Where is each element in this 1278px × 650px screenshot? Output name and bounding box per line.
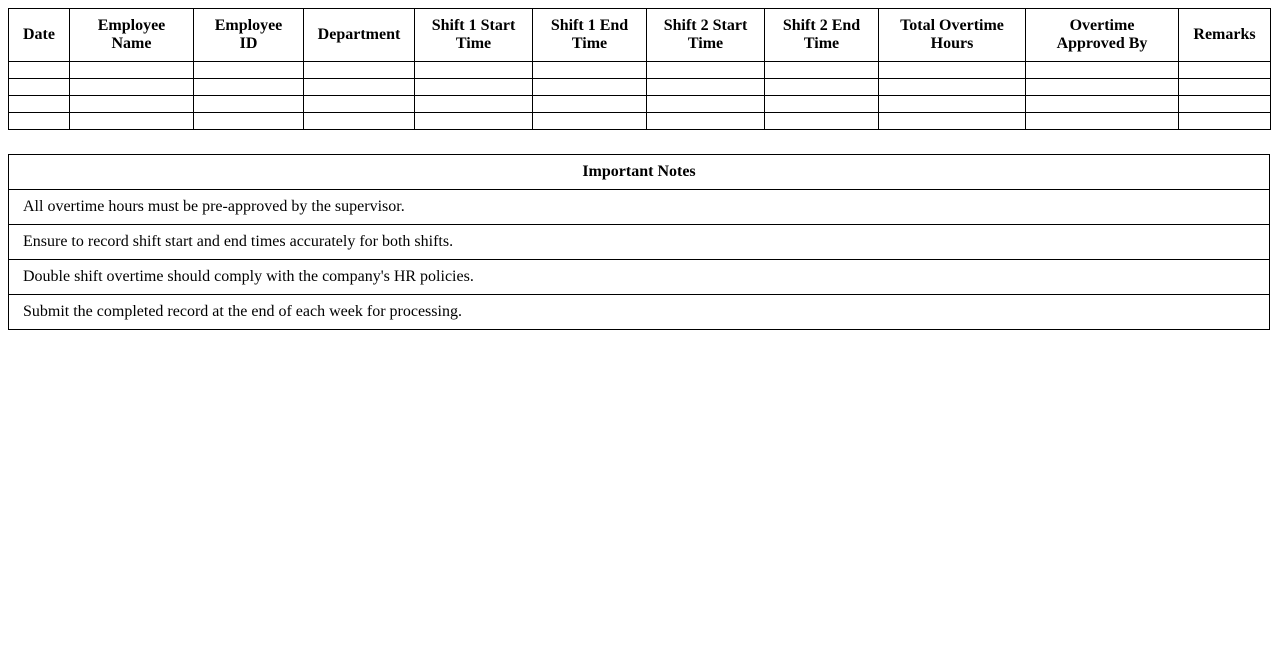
table-cell[interactable] bbox=[879, 79, 1026, 96]
table-cell[interactable] bbox=[415, 113, 533, 130]
table-cell[interactable] bbox=[1179, 96, 1271, 113]
note-row bbox=[9, 190, 1270, 225]
column-header-date: Date bbox=[9, 9, 70, 62]
table-cell[interactable] bbox=[1026, 62, 1179, 79]
table-cell[interactable] bbox=[1026, 113, 1179, 130]
table-cell[interactable] bbox=[533, 113, 647, 130]
table-cell[interactable] bbox=[304, 96, 415, 113]
table-cell[interactable] bbox=[70, 62, 194, 79]
overtime-table bbox=[8, 8, 1271, 130]
column-header-overtime-approved-by: Overtime Approved By bbox=[1026, 9, 1179, 62]
table-cell[interactable] bbox=[879, 113, 1026, 130]
table-cell[interactable] bbox=[304, 113, 415, 130]
table-cell[interactable] bbox=[765, 96, 879, 113]
table-row bbox=[9, 96, 1271, 113]
notes-header-row bbox=[9, 155, 1270, 190]
table-cell[interactable] bbox=[1026, 79, 1179, 96]
column-header-remarks: Remarks bbox=[1179, 9, 1271, 62]
table-cell[interactable] bbox=[9, 62, 70, 79]
table-cell[interactable] bbox=[647, 96, 765, 113]
note-item: Double shift overtime should comply with the company's HR policies. bbox=[9, 260, 1270, 295]
table-cell[interactable] bbox=[647, 113, 765, 130]
table-cell[interactable] bbox=[415, 96, 533, 113]
table-cell[interactable] bbox=[879, 96, 1026, 113]
column-header-employee-name: Employee Name bbox=[70, 9, 194, 62]
note-row bbox=[9, 260, 1270, 295]
table-cell[interactable] bbox=[304, 79, 415, 96]
table-cell[interactable] bbox=[70, 113, 194, 130]
note-item: Submit the completed record at the end of each week for processing. bbox=[9, 295, 1270, 330]
table-cell[interactable] bbox=[879, 62, 1026, 79]
important-notes-table bbox=[8, 154, 1270, 330]
table-row bbox=[9, 62, 1271, 79]
column-header-shift-1-start-time: Shift 1 Start Time bbox=[415, 9, 533, 62]
table-cell[interactable] bbox=[647, 79, 765, 96]
table-row bbox=[9, 113, 1271, 130]
table-cell[interactable] bbox=[533, 62, 647, 79]
table-cell[interactable] bbox=[1179, 79, 1271, 96]
table-cell[interactable] bbox=[194, 62, 304, 79]
table-row bbox=[9, 79, 1271, 96]
column-header-shift-2-start-time: Shift 2 Start Time bbox=[647, 9, 765, 62]
table-cell[interactable] bbox=[765, 79, 879, 96]
note-item: All overtime hours must be pre-approved by the supervisor. bbox=[9, 190, 1270, 225]
table-cell[interactable] bbox=[415, 62, 533, 79]
table-cell[interactable] bbox=[194, 113, 304, 130]
table-cell[interactable] bbox=[9, 79, 70, 96]
column-header-shift-2-end-time: Shift 2 End Time bbox=[765, 9, 879, 62]
table-cell[interactable] bbox=[647, 62, 765, 79]
table-cell[interactable] bbox=[194, 96, 304, 113]
column-header-employee-id: Employee ID bbox=[194, 9, 304, 62]
table-cell[interactable] bbox=[765, 62, 879, 79]
page bbox=[8, 8, 1270, 330]
table-cell[interactable] bbox=[304, 62, 415, 79]
table-cell[interactable] bbox=[1179, 62, 1271, 79]
column-header-department: Department bbox=[304, 9, 415, 62]
table-cell[interactable] bbox=[533, 79, 647, 96]
notes-title: Important Notes bbox=[9, 155, 1270, 190]
table-cell[interactable] bbox=[70, 79, 194, 96]
table-cell[interactable] bbox=[533, 96, 647, 113]
note-row bbox=[9, 295, 1270, 330]
column-header-total-overtime-hours: Total Overtime Hours bbox=[879, 9, 1026, 62]
table-cell[interactable] bbox=[9, 96, 70, 113]
note-item: Ensure to record shift start and end times accurately for both shifts. bbox=[9, 225, 1270, 260]
table-cell[interactable] bbox=[70, 96, 194, 113]
table-cell[interactable] bbox=[415, 79, 533, 96]
note-row bbox=[9, 225, 1270, 260]
table-cell[interactable] bbox=[194, 79, 304, 96]
table-cell[interactable] bbox=[765, 113, 879, 130]
table-cell[interactable] bbox=[1179, 113, 1271, 130]
header-row bbox=[9, 9, 1271, 62]
column-header-shift-1-end-time: Shift 1 End Time bbox=[533, 9, 647, 62]
table-cell[interactable] bbox=[9, 113, 70, 130]
table-cell[interactable] bbox=[1026, 96, 1179, 113]
